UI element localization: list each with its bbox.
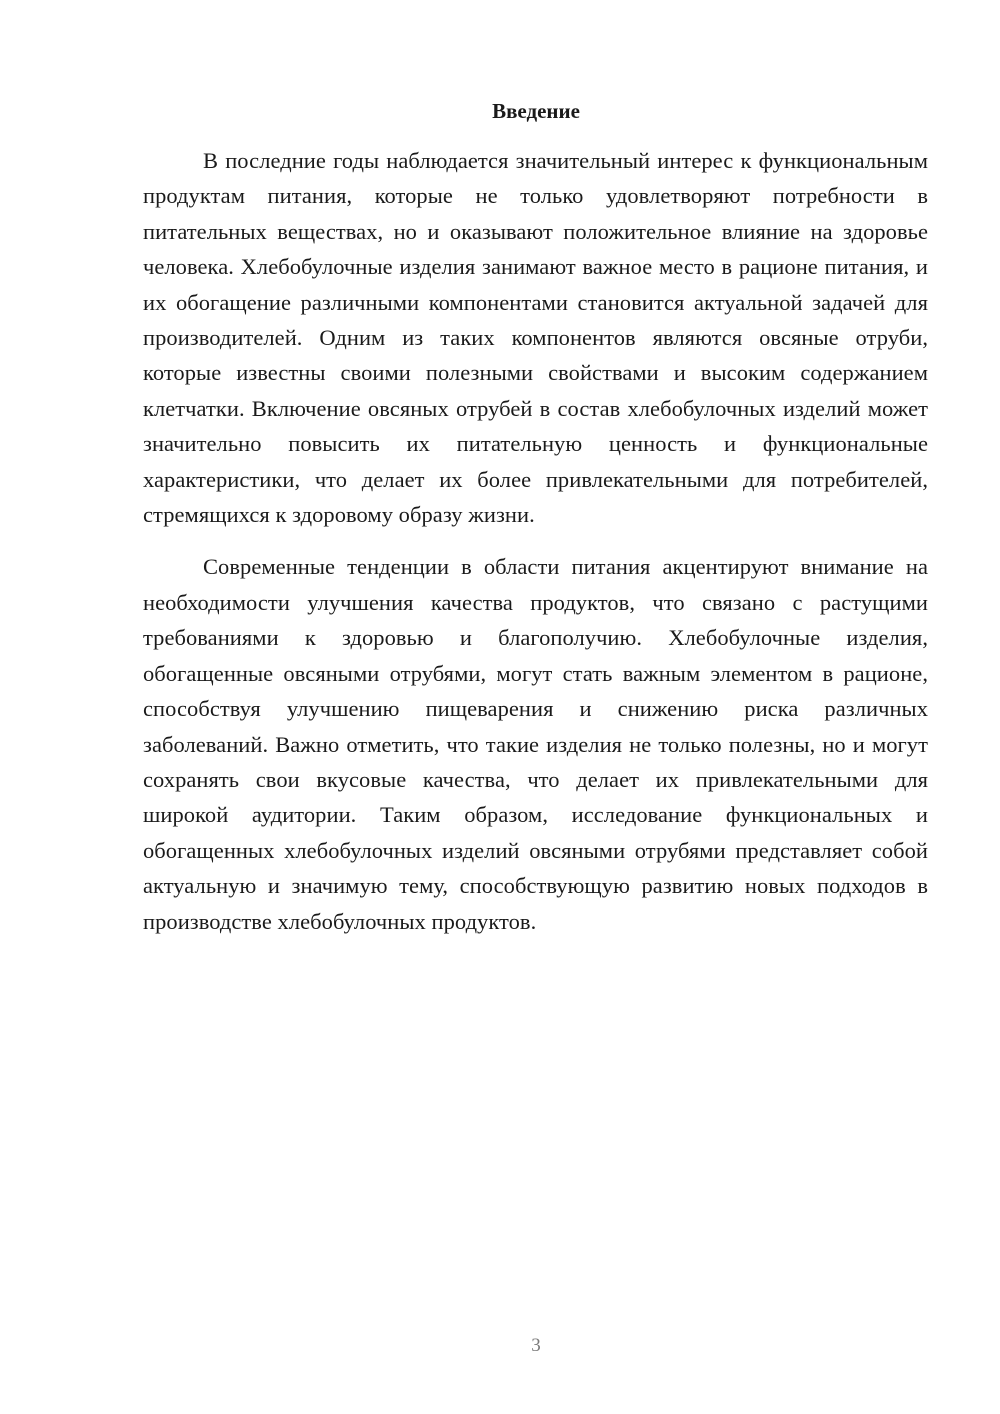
paragraph-1: В последние годы наблюдается значительный интерес к функциональным продуктам питания, которые не только удовлетворяют потребности в питательных веществах, но и оказывают положительное влияние на здоровье человека. Хлебобулочные изделия занимают важное место в рационе питания, и их обогащение различными компонентами становится актуальной задачей для производителей. Одним из таких компонентов являются овсяные отруби, которые известны своими полезными свойствами и высоким содержанием клетчатки. Включение овсяных отрубей в состав хлебобулочных изделий может значительно повысить их питательную ценность и функциональные характеристики, что делает их более привлекательными для потребителей, стремящихся к здоровому образу жизни. [143,148,928,528]
section-heading: Введение [492,99,580,123]
paragraph-2: Современные тенденции в области питания акцентируют внимание на необходимости улучшения качества продуктов, что связано с растущими требованиями к здоровью и благополучию. Хлебобулочные изделия, обогащенные овсяными отрубями, могут стать важным элементом в рационе, способствуя улучшению пищеварения и снижению риска различных заболеваний. Важно отметить, что такие изделия не только полезны, но и могут сохранять свои вкусовые качества, что делает их привлекательными для широкой аудитории. Таким образом, исследование функциональных и обогащенных хлебобулочных изделий овсяными отрубями представляет собой актуальную и значимую тему, способствующую развитию новых подходов в производстве хлебобулочных продуктов. [143,554,928,934]
body-text [143,143,928,939]
page-number: 3 [531,1335,541,1356]
